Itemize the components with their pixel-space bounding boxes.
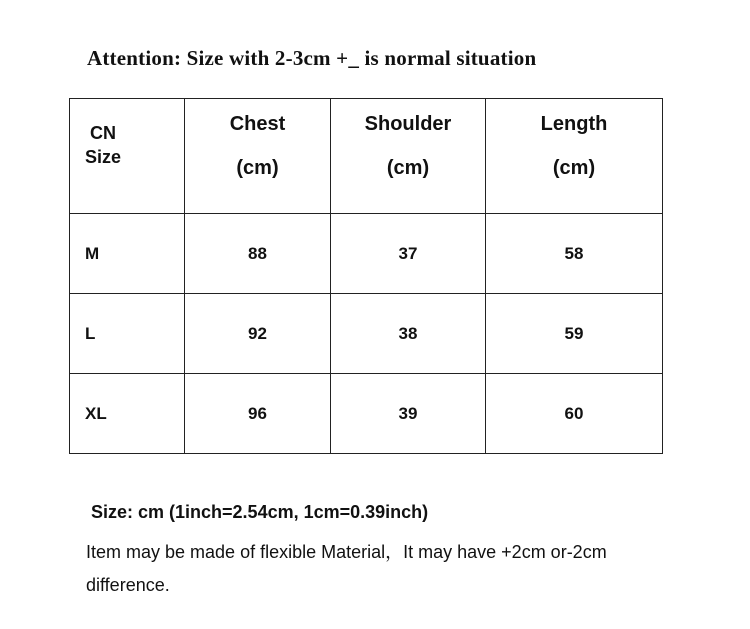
table-row [70,294,663,374]
page-title: Attention: Size with 2-3cm +_ is normal situation [87,46,537,70]
header-chest-unit: (cm) [236,157,279,179]
shoulder-cell: 39 [331,374,486,454]
chest-cell: 92 [185,294,331,374]
header-chest-name: Chest [229,113,286,135]
length-cell: 60 [486,374,663,454]
table-row [70,374,663,454]
header-length-name: Length [540,113,608,135]
length-cell: 59 [486,294,663,374]
header-shoulder [331,99,486,214]
header-length-unit: (cm) [552,157,596,179]
length-cell: 58 [486,214,663,294]
size-cell: M [70,214,185,294]
table-header-row [70,99,663,214]
corner-label-cn: CN [90,123,116,143]
header-shoulder-name: Shoulder [364,113,452,135]
size-chart-table [69,98,663,454]
header-shoulder-unit: (cm) [386,157,430,179]
shoulder-cell: 37 [331,214,486,294]
header-chest [185,99,331,214]
shoulder-cell: 38 [331,294,486,374]
chest-cell: 96 [185,374,331,454]
corner-header-cell [70,99,185,214]
chest-cell: 88 [185,214,331,294]
header-length [486,99,663,214]
unit-conversion-note: Size: cm (1inch=2.54cm, 1cm=0.39inch) [91,502,429,522]
table-row [70,214,663,294]
size-cell: L [70,294,185,374]
size-cell: XL [70,374,185,454]
corner-label-size: Size [85,147,122,167]
flexibility-disclaimer: Item may be made of flexible Material，It may have +2cm or-2cm difference. [86,542,607,595]
